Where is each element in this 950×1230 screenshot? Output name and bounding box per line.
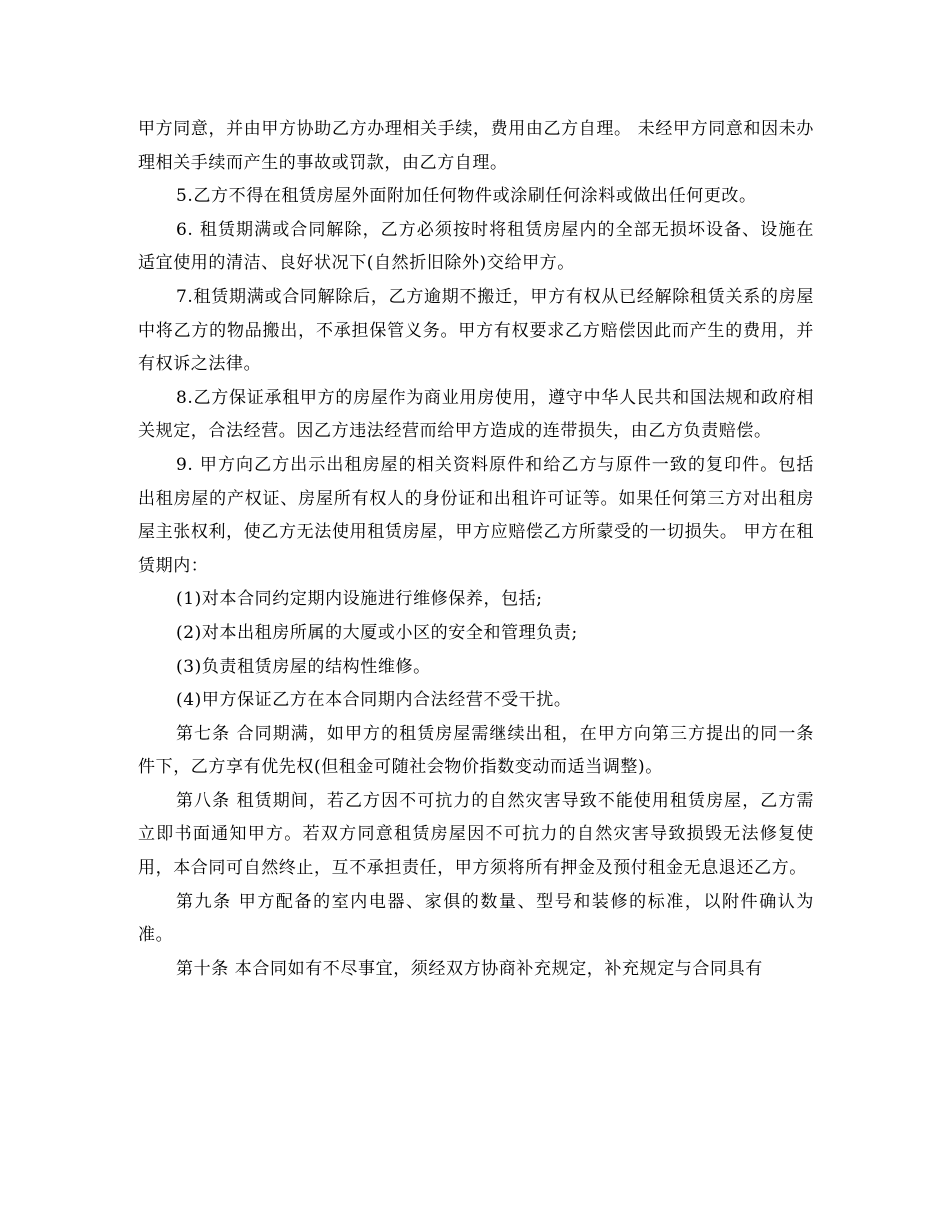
duty-item-2: (2)对本出租房所属的大厦或小区的安全和管理负责;: [176, 622, 578, 643]
clause-5: 5.乙方不得在租赁房屋外面附加任何物件或涂刷任何涂料或做出任何更改。: [176, 186, 757, 207]
clause-8: 8.乙方保证承租甲方的房屋作为商业用房使用，遵守中华人民共和国法规和政府相关规定，合法经营。因乙方违法经营而给甲方造成的连带损失，由乙方负责赔偿。: [138, 387, 814, 442]
duty-item-1: (1)对本合同约定期内设施进行维修保养，包括;: [176, 589, 543, 610]
duty-item-3: (3)负责租赁房屋的结构性维修。: [176, 656, 431, 677]
clause-9: 9. 甲方向乙方出示出租房屋的相关资料原件和给乙方与原件一致的复印件。包括出租房屋的产权证、房屋所有权人的身份证和出租许可证等。如果任何第三方对出租房屋主张权利，使乙方无法使用租赁房屋，甲方应赔偿乙方所蒙受的一切损失。 甲方在租赁期内：: [138, 454, 814, 576]
article-9: 第九条 甲方配备的室内电器、家俱的数量、型号和装修的标准，以附件确认为准。: [138, 891, 814, 946]
duty-item-4: (4)甲方保证乙方在本合同期内合法经营不受干扰。: [176, 690, 572, 711]
article-10: 第十条 本合同如有不尽事宜，须经双方协商补充规定，补充规定与合同具有: [176, 958, 763, 979]
paragraph-continuation: 甲方同意，并由甲方协助乙方办理相关手续，费用由乙方自理。 未经甲方同意和因未办理相关手续而产生的事故或罚款，由乙方自理。: [138, 119, 814, 173]
article-8: 第八条 租赁期间，若乙方因不可抗力的自然灾害导致不能使用租赁房屋，乙方需立即书面通知甲方。若双方同意租赁房屋因不可抗力的自然灾害导致损毁无法修复使用，本合同可自然终止，互不承担责任，甲方须将所有押金及预付租金无息退还乙方。: [138, 790, 814, 879]
contract-body: [138, 113, 814, 986]
clause-6: 6. 租赁期满或合同解除，乙方必须按时将租赁房屋内的全部无损坏设备、设施在适宜使用的清洁、良好状况下(自然折旧除外)交给甲方。: [138, 219, 814, 274]
article-7: 第七条 合同期满，如甲方的租赁房屋需继续出租，在甲方向第三方提出的同一条件下，乙方享有优先权(但租金可随社会物价指数变动而适当调整)。: [138, 723, 814, 778]
clause-7: 7.租赁期满或合同解除后，乙方逾期不搬迁，甲方有权从已经解除租赁关系的房屋中将乙方的物品搬出，不承担保管义务。甲方有权要求乙方赔偿因此而产生的费用，并有权诉之法律。: [138, 286, 814, 375]
